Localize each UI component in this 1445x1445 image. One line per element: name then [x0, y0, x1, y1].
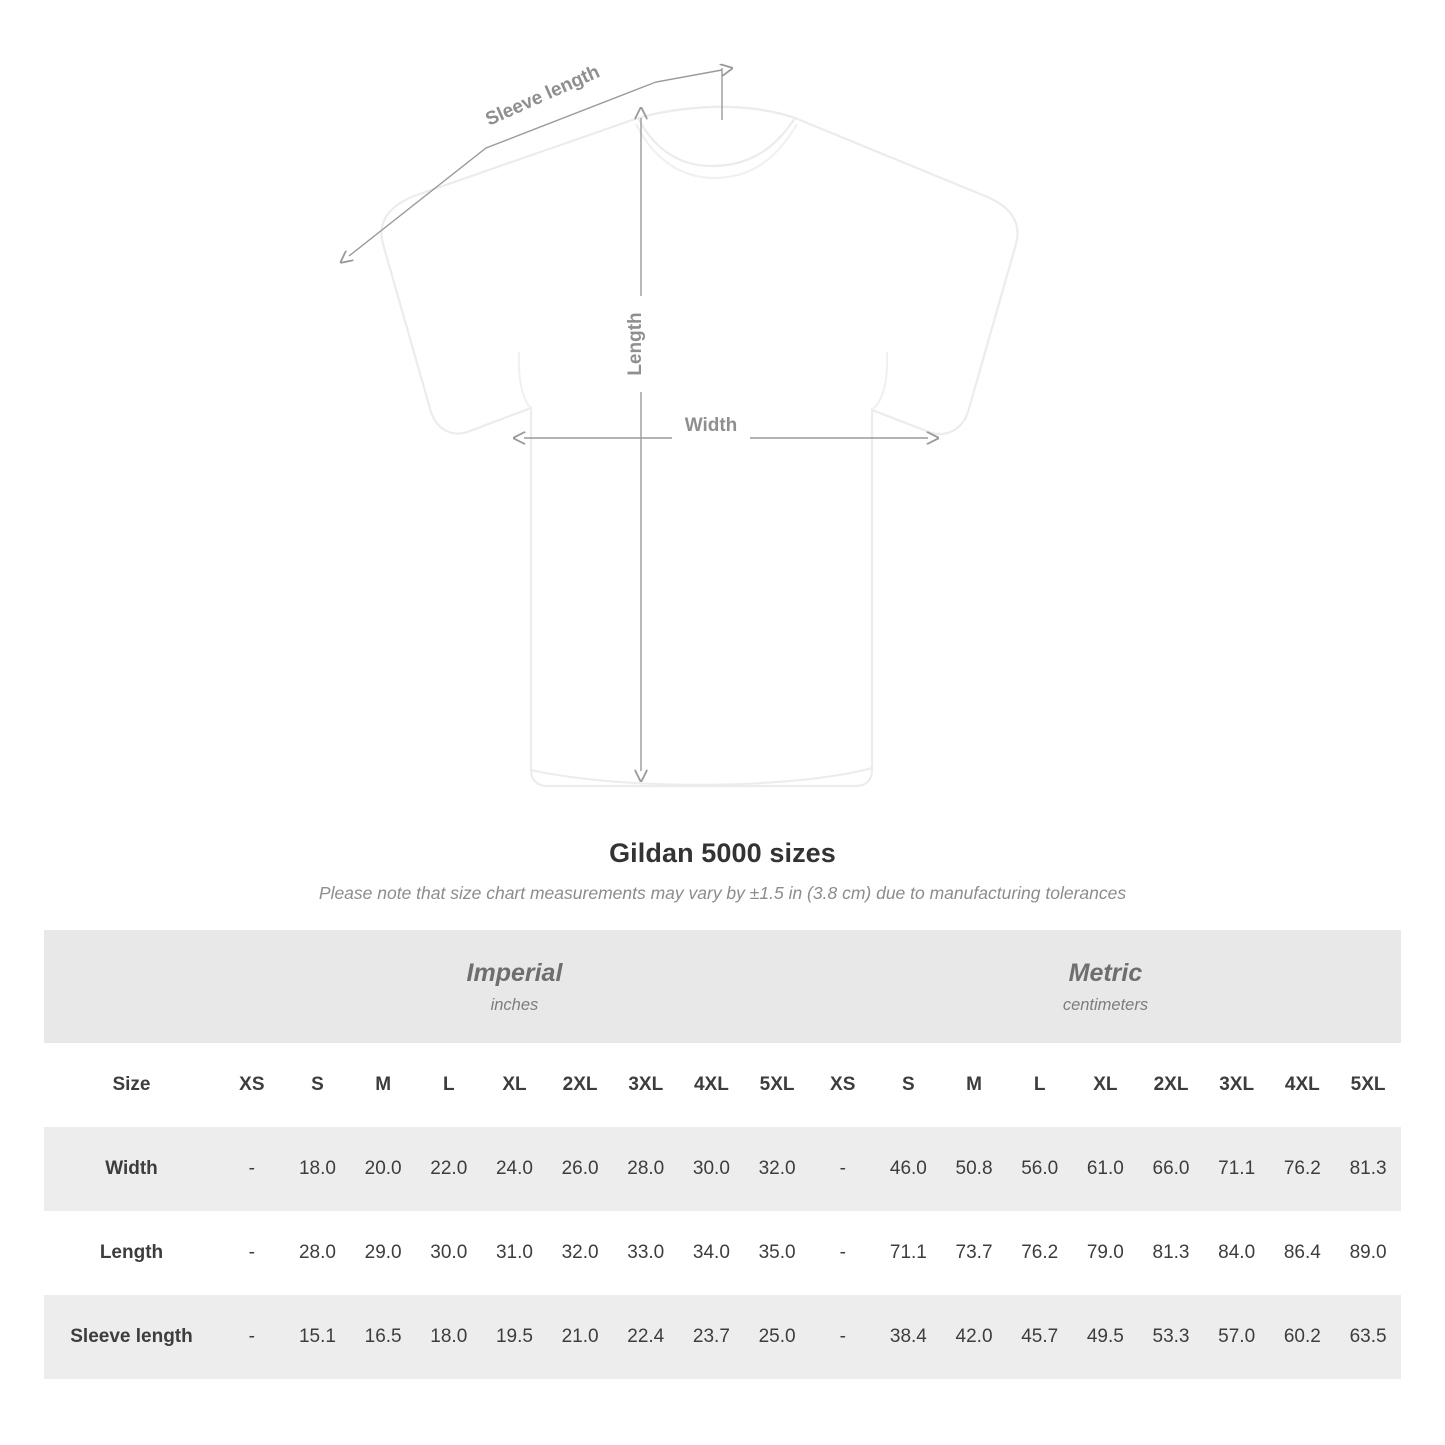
metric-name: Metric: [1068, 959, 1143, 988]
sleeve-imp-2xl: 21.0: [547, 1295, 613, 1379]
length-met-2xl: 81.3: [1138, 1211, 1204, 1295]
size-imp-l: L: [416, 1043, 482, 1127]
size-met-xs: XS: [810, 1043, 876, 1127]
sleeve-imp-3xl: 22.4: [613, 1295, 679, 1379]
width-met-4xl: 76.2: [1270, 1127, 1336, 1211]
sleeve-met-5xl: 63.5: [1335, 1295, 1401, 1379]
sleeve-imp-s: 15.1: [285, 1295, 351, 1379]
size-imp-4xl: 4XL: [679, 1043, 745, 1127]
sleeve-met-m: 42.0: [941, 1295, 1007, 1379]
width-imp-l: 22.0: [416, 1127, 482, 1211]
length-imp-xl: 31.0: [482, 1211, 548, 1295]
imperial-name: Imperial: [466, 959, 563, 988]
sleeve-imp-l: 18.0: [416, 1295, 482, 1379]
width-met-l: 56.0: [1007, 1127, 1073, 1211]
units-header-spacer: [44, 930, 219, 1043]
sleeve-met-s: 38.4: [876, 1295, 942, 1379]
tshirt-shape: [381, 107, 1017, 786]
length-imp-l: 30.0: [416, 1211, 482, 1295]
sleeve-imp-4xl: 23.7: [679, 1295, 745, 1379]
table-row-length: [44, 1211, 1401, 1295]
size-header-row: [44, 1043, 1401, 1127]
tolerance-note: Please note that size chart measurements may vary by ±1.5 in (3.8 cm) due to manufacturing tolerances: [318, 883, 1127, 903]
page-title: Gildan 5000 sizes: [609, 838, 836, 868]
size-met-l: L: [1007, 1043, 1073, 1127]
length-imp-2xl: 32.0: [547, 1211, 613, 1295]
length-met-4xl: 86.4: [1270, 1211, 1336, 1295]
width-met-5xl: 81.3: [1335, 1127, 1401, 1211]
length-met-3xl: 84.0: [1204, 1211, 1270, 1295]
sleeve-imp-xl: 19.5: [482, 1295, 548, 1379]
length-imp-4xl: 34.0: [679, 1211, 745, 1295]
size-imp-xl: XL: [482, 1043, 548, 1127]
sleeve-met-xl: 49.5: [1073, 1295, 1139, 1379]
length-met-l: 76.2: [1007, 1211, 1073, 1295]
sleeve-met-3xl: 57.0: [1204, 1295, 1270, 1379]
size-met-3xl: 3XL: [1204, 1043, 1270, 1127]
sleeve-length-label: Sleeve length: [482, 61, 603, 131]
row-label-sleeve-length: Sleeve length: [44, 1295, 219, 1379]
length-met-s: 71.1: [876, 1211, 942, 1295]
size-imp-3xl: 3XL: [613, 1043, 679, 1127]
metric-header: [810, 930, 1401, 1043]
length-imp-3xl: 33.0: [613, 1211, 679, 1295]
size-met-5xl: 5XL: [1335, 1043, 1401, 1127]
width-imp-s: 18.0: [285, 1127, 351, 1211]
width-imp-xl: 24.0: [482, 1127, 548, 1211]
size-met-xl: XL: [1073, 1043, 1139, 1127]
width-met-xl: 61.0: [1073, 1127, 1139, 1211]
length-met-xs: -: [810, 1211, 876, 1295]
sleeve-imp-xs: -: [219, 1295, 285, 1379]
width-imp-3xl: 28.0: [613, 1127, 679, 1211]
size-met-m: M: [941, 1043, 1007, 1127]
sleeve-imp-m: 16.5: [350, 1295, 416, 1379]
length-imp-m: 29.0: [350, 1211, 416, 1295]
size-met-2xl: 2XL: [1138, 1043, 1204, 1127]
units-header-row: [44, 930, 1401, 1043]
width-met-m: 50.8: [941, 1127, 1007, 1211]
length-met-5xl: 89.0: [1335, 1211, 1401, 1295]
table-row-sleeve-length: [44, 1295, 1401, 1379]
row-label-width: Width: [44, 1127, 219, 1211]
imperial-header: [219, 930, 810, 1043]
length-met-xl: 79.0: [1073, 1211, 1139, 1295]
row-label-length: Length: [44, 1211, 219, 1295]
size-imp-s: S: [285, 1043, 351, 1127]
sleeve-met-l: 45.7: [1007, 1295, 1073, 1379]
sleeve-imp-5xl: 25.0: [744, 1295, 810, 1379]
size-table-wrap: [44, 930, 1401, 1379]
width-imp-4xl: 30.0: [679, 1127, 745, 1211]
width-met-3xl: 71.1: [1204, 1127, 1270, 1211]
length-imp-5xl: 35.0: [744, 1211, 810, 1295]
width-imp-5xl: 32.0: [744, 1127, 810, 1211]
width-imp-xs: -: [219, 1127, 285, 1211]
sleeve-met-4xl: 60.2: [1270, 1295, 1336, 1379]
size-imp-xs: XS: [219, 1043, 285, 1127]
length-label: Length: [625, 312, 646, 376]
size-imp-m: M: [350, 1043, 416, 1127]
table-row-width: [44, 1127, 1401, 1211]
width-imp-2xl: 26.0: [547, 1127, 613, 1211]
width-met-s: 46.0: [876, 1127, 942, 1211]
length-met-m: 73.7: [941, 1211, 1007, 1295]
length-imp-xs: -: [219, 1211, 285, 1295]
width-imp-m: 20.0: [350, 1127, 416, 1211]
sleeve-met-2xl: 53.3: [1138, 1295, 1204, 1379]
imperial-sub: inches: [490, 995, 539, 1014]
size-imp-5xl: 5XL: [744, 1043, 810, 1127]
width-met-2xl: 66.0: [1138, 1127, 1204, 1211]
title-block: [0, 838, 1445, 904]
size-met-s: S: [876, 1043, 942, 1127]
size-met-4xl: 4XL: [1270, 1043, 1336, 1127]
size-label: Size: [44, 1043, 219, 1127]
size-imp-2xl: 2XL: [547, 1043, 613, 1127]
sleeve-met-xs: -: [810, 1295, 876, 1379]
length-imp-s: 28.0: [285, 1211, 351, 1295]
size-table: [44, 930, 1401, 1379]
metric-sub: centimeters: [1062, 995, 1149, 1014]
width-met-xs: -: [810, 1127, 876, 1211]
width-label: Width: [684, 415, 738, 436]
